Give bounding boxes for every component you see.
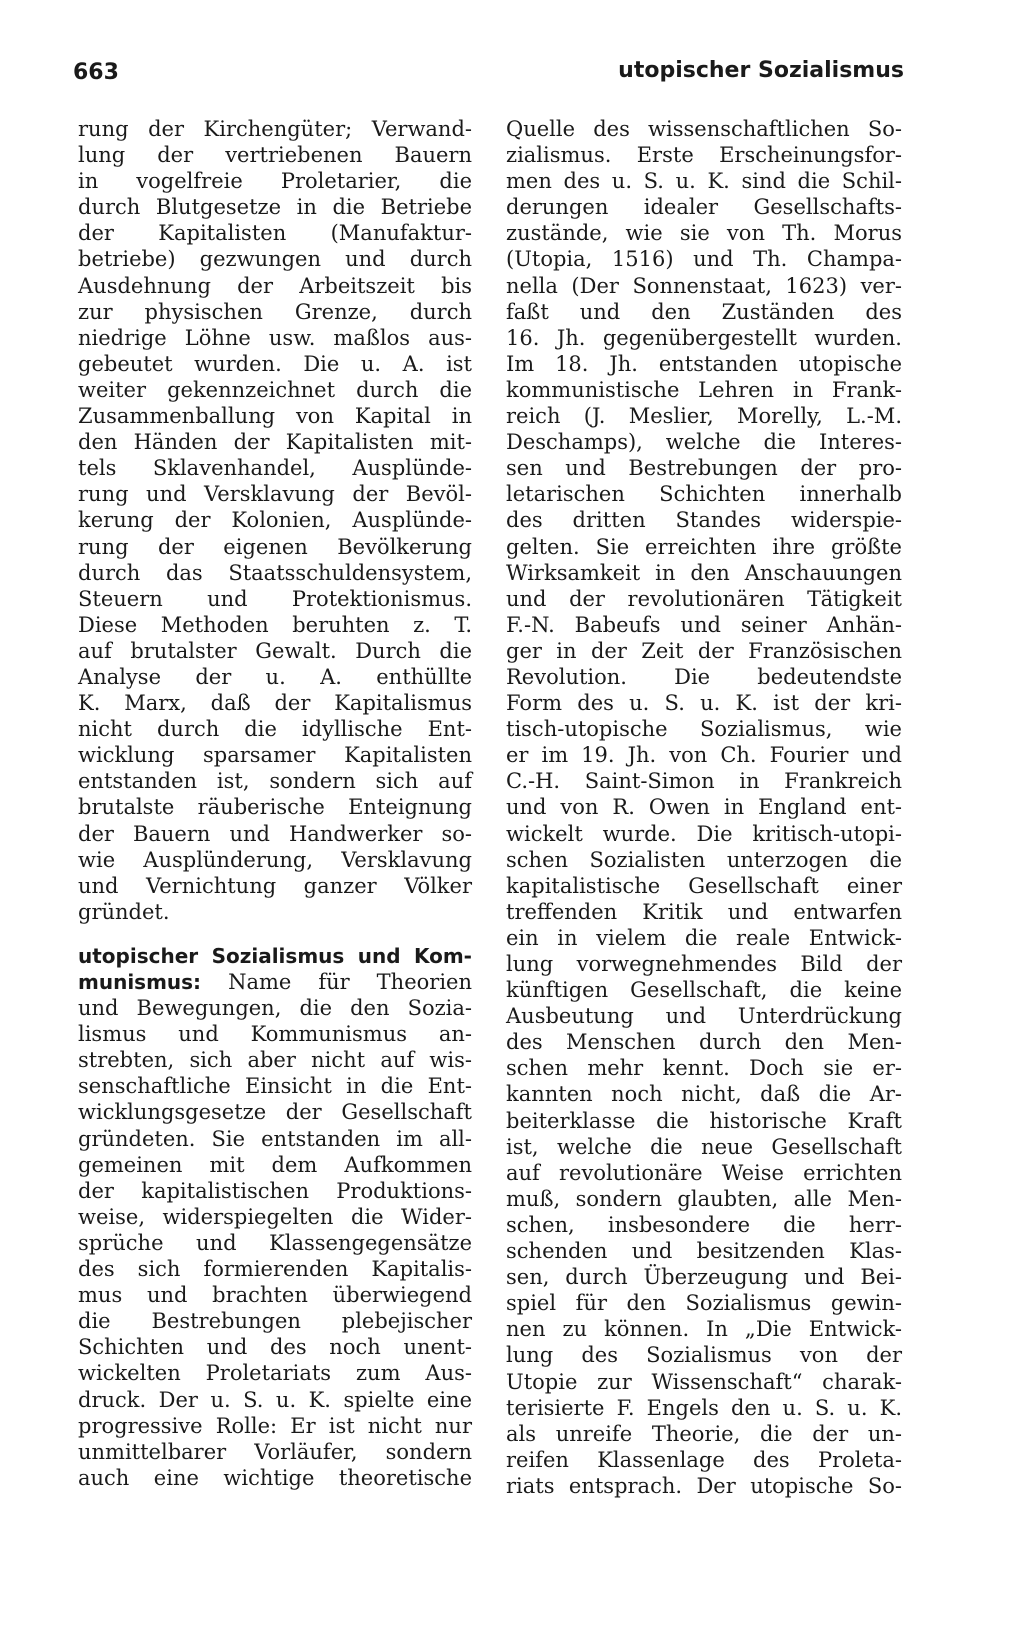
text-line: schen, insbesondere die herr-	[506, 1212, 902, 1237]
text-line: beiterklasse die historische Kraft	[506, 1108, 902, 1133]
text-line: spiel für den Sozialismus gewin-	[506, 1291, 902, 1316]
text-line: Zusammenballung von Kapital in	[78, 404, 472, 429]
text-line: treffenden Kritik und entwarfen	[506, 899, 902, 924]
right-column	[506, 116, 902, 1499]
text-line: lung des Sozialismus von der	[506, 1343, 902, 1368]
text-line: auch eine wichtige theoretische	[78, 1465, 472, 1490]
text-line: wickelten Proletariats zum Aus-	[78, 1361, 472, 1386]
text-line: kannten noch nicht, daß die Ar-	[506, 1082, 902, 1107]
text-line: sen, durch Überzeugung und Bei-	[506, 1265, 902, 1290]
text-line: derungen idealer Gesellschafts-	[506, 195, 902, 220]
text-line: muß, sondern glaubten, alle Men-	[506, 1186, 902, 1211]
text-line: gebeutet wurden. Die u. A. ist	[78, 351, 472, 376]
text-line: durch Blutgesetze in die Betriebe	[78, 195, 472, 220]
text-line: tels Sklavenhandel, Ausplünde-	[78, 456, 472, 481]
text-line: und Bewegungen, die den Sozia-	[78, 996, 472, 1021]
text-line: wie Ausplünderung, Versklavung	[78, 847, 472, 872]
text-line: Utopie zur Wissenschaft“ charak-	[506, 1369, 902, 1394]
text-line: kommunistische Lehren in Frank-	[506, 377, 902, 402]
text-line: unmittelbarer Vorläufer, sondern	[78, 1439, 472, 1464]
text-line: schen mehr kennt. Doch sie er-	[506, 1056, 902, 1081]
text-line: lung vorwegnehmendes Bild der	[506, 952, 902, 976]
text-line: kapitalistische Gesellschaft einer	[506, 873, 902, 898]
running-head: utopischer Sozialismus	[618, 58, 904, 83]
page-number: 663	[73, 60, 119, 85]
text-line: der Bauern und Handwerker so-	[78, 821, 472, 846]
text-line: rung der Kirchengüter; Verwand-	[78, 117, 472, 141]
text-line: betriebe) gezwungen und durch	[78, 247, 472, 272]
text-line: faßt und den Zuständen des	[506, 299, 902, 324]
entry-separator	[78, 925, 472, 943]
text-line: gemeinen mit dem Aufkommen	[78, 1152, 472, 1177]
text-line: nen zu können. In „Die Entwick-	[506, 1317, 902, 1342]
text-line: künftigen Gesellschaft, die keine	[506, 978, 902, 1003]
text-line: und von R. Owen in England ent-	[506, 795, 902, 820]
text-line: durch das Staatsschuldensystem,	[78, 560, 472, 585]
text-line: des Menschen durch den Men-	[506, 1030, 902, 1055]
continuation-text	[78, 116, 472, 925]
entry-headword: utopischer Sozialismus und Kom-	[78, 943, 472, 968]
text-line: sprüche und Klassengegensätze	[78, 1230, 472, 1255]
text-line: nicht durch die idyllische Ent-	[78, 717, 472, 742]
text-line: Steuern und Protektionismus.	[78, 586, 472, 611]
text-line: zustände, wie sie von Th. Morus	[506, 221, 902, 246]
text-line: sen und Bestrebungen der pro-	[506, 456, 902, 481]
text-line: auf revolutionäre Weise errichten	[506, 1160, 902, 1185]
text-line: schenden und besitzenden Klas-	[506, 1239, 902, 1264]
text-line: senschaftliche Einsicht in die Ent-	[78, 1074, 472, 1099]
text-line: nella (Der Sonnenstaat, 1623) ver-	[506, 273, 902, 298]
text-line: Revolution. Die bedeutendste	[506, 664, 902, 689]
text-line: lismus und Kommunismus an-	[78, 1022, 472, 1047]
text-line: progressive Rolle: Er ist nicht nur	[78, 1413, 472, 1438]
text-line: er im 19. Jh. von Ch. Fourier und	[506, 743, 902, 768]
text-line: brutalste räuberische Enteignung	[78, 795, 472, 820]
text-line: F.-N. Babeufs und seiner Anhän-	[506, 612, 902, 637]
text-line: gründet.	[78, 899, 170, 924]
text-line: rung der eigenen Bevölkerung	[78, 534, 472, 559]
text-line: in vogelfreie Proletarier, die	[78, 169, 472, 194]
text-line: den Händen der Kapitalisten mit-	[78, 430, 472, 455]
text-line: zialismus. Erste Erscheinungsfor-	[506, 143, 902, 168]
text-line: schen Sozialisten unterzogen die	[506, 847, 902, 872]
text-line: entstanden ist, sondern sich auf	[78, 769, 472, 794]
text-line: (Utopia, 1516) und Th. Champa-	[506, 247, 902, 272]
entry-headword-end: munismus:	[78, 970, 202, 994]
text-line: gründeten. Sie entstanden im all-	[78, 1126, 472, 1151]
text-line: Ausdehnung der Arbeitszeit bis	[78, 273, 472, 298]
text-line: wicklung sparsamer Kapitalisten	[78, 743, 472, 768]
text-line: zur physischen Grenze, durch	[78, 299, 472, 324]
text-line: kerung der Kolonien, Ausplünde-	[78, 508, 472, 533]
text-line: weise, widerspiegelten die Wider-	[78, 1204, 472, 1229]
text-line: 16. Jh. gegenübergestellt wurden.	[506, 325, 902, 350]
text-line: lung der vertriebenen Bauern	[78, 143, 472, 168]
text-line: auf brutalster Gewalt. Durch die	[78, 638, 472, 663]
text-line: mus und brachten überwiegend	[78, 1283, 472, 1308]
text-line: niedrige Löhne usw. maßlos aus-	[78, 325, 472, 350]
text-line: Schichten und des noch unent-	[78, 1335, 472, 1360]
text-line: reich (J. Meslier, Morelly, L.-M.	[506, 404, 902, 429]
text-line: men des u. S. u. K. sind die Schil-	[506, 169, 902, 194]
text-line: strebten, sich aber nicht auf wis-	[78, 1048, 472, 1073]
text-line: ein in vielem die reale Entwick-	[506, 925, 902, 950]
text-line: letarischen Schichten innerhalb	[506, 482, 902, 507]
text-line: rung und Versklavung der Bevöl-	[78, 482, 472, 507]
text-line: C.-H. Saint-Simon in Frankreich	[506, 769, 902, 794]
text-line: ist, welche die neue Gesellschaft	[506, 1134, 902, 1159]
text-line: wickelt wurde. Die kritisch-utopi-	[506, 821, 902, 846]
text-line: Im 18. Jh. entstanden utopische	[506, 351, 902, 376]
text-line: des dritten Standes widerspie-	[506, 508, 902, 533]
entry-headword-line-2	[78, 969, 472, 995]
left-column	[78, 116, 472, 1491]
text-line: tisch-utopische Sozialismus, wie	[506, 717, 902, 742]
text-line: druck. Der u. S. u. K. spielte eine	[78, 1387, 472, 1412]
text-line: als unreife Theorie, die der un-	[506, 1421, 902, 1446]
text-line: ger in der Zeit der Französischen	[506, 638, 902, 663]
text-line: und Vernichtung ganzer Völker	[78, 873, 472, 898]
text-line: gelten. Sie erreichten ihre größte	[506, 534, 902, 559]
text-line: weiter gekennzeichnet durch die	[78, 377, 472, 402]
text-line: Diese Methoden beruhten z. T.	[78, 612, 472, 637]
text-line: riats entsprach. Der utopische So-	[506, 1473, 902, 1498]
text-line: Analyse der u. A. enthüllte	[78, 664, 472, 689]
text-line: der kapitalistischen Produktions-	[78, 1178, 472, 1203]
text-line: des sich formierenden Kapitalis-	[78, 1257, 472, 1282]
text-line: K. Marx, daß der Kapitalismus	[78, 691, 472, 716]
text-line: Deschamps), welche die Interes-	[506, 430, 902, 455]
text-line: Form des u. S. u. K. ist der kri-	[506, 691, 902, 716]
text-line: die Bestrebungen plebejischer	[78, 1309, 472, 1334]
text-line: Wirksamkeit in den Anschauungen	[506, 560, 902, 585]
text-line: Quelle des wissenschaftlichen So-	[506, 117, 902, 141]
text-line: Ausbeutung und Unterdrückung	[506, 1004, 902, 1029]
text-line: reifen Klassenlage des Proleta-	[506, 1447, 902, 1472]
text-line: wicklungsgesetze der Gesellschaft	[78, 1100, 472, 1125]
entry-definition-start: Name für Theorien	[201, 970, 472, 994]
text-line: und der revolutionären Tätigkeit	[506, 586, 902, 611]
entry-text	[78, 995, 472, 1491]
text-line: der Kapitalisten (Manufaktur-	[78, 221, 472, 246]
text-line: terisierte F. Engels den u. S. u. K.	[506, 1395, 902, 1420]
